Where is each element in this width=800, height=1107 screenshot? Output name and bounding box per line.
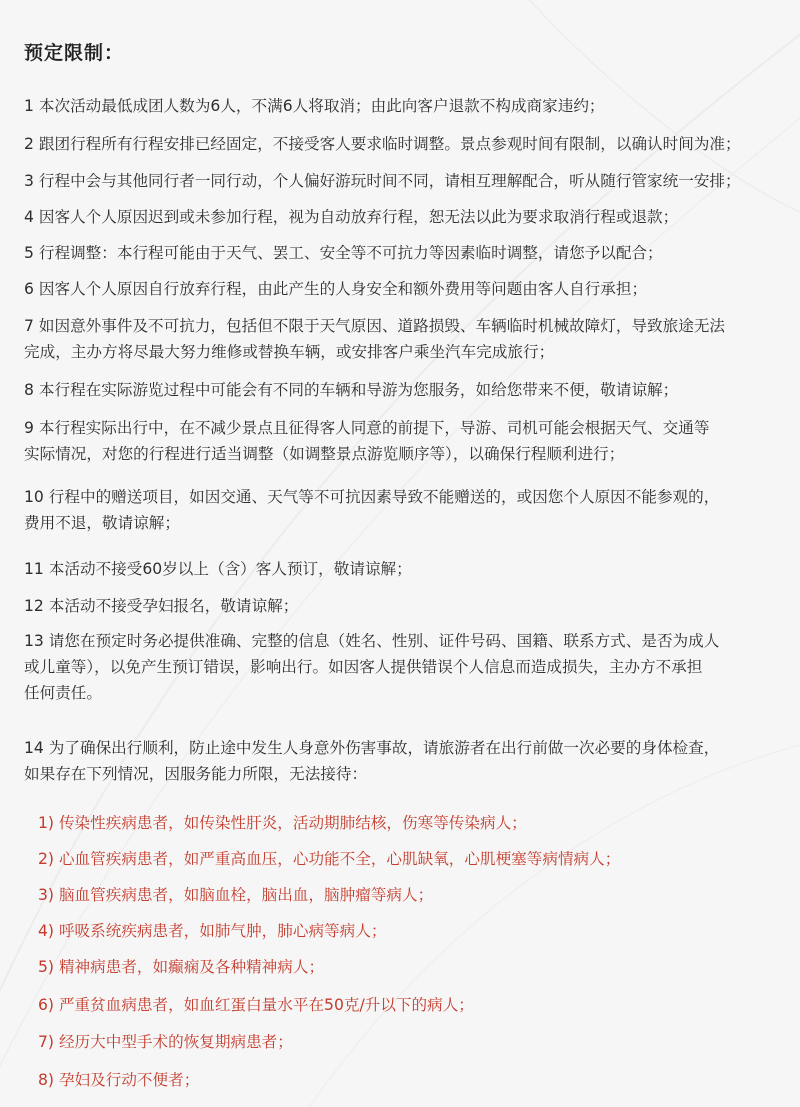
rule-item-4: 4 因客人个人原因迟到或未参加行程，视为自动放弃行程，恕无法以此为要求取消行程或退款； — [24, 208, 679, 226]
rule-item-8: 8 本行程在实际游览过程中可能会有不同的车辆和导游为您服务，如给您带来不便，敬请谅解； — [24, 381, 679, 399]
rule-item-6: 6 因客人个人原因自行放弃行程，由此产生的人身安全和额外费用等问题由客人自行承担； — [24, 280, 648, 298]
condition-item-4: 4) 呼吸系统疾病患者，如肺气肿，肺心病等病人； — [38, 922, 387, 940]
rule-item-9: 9 本行程实际出行中，在不减少景点且征得客人同意的前提下，导游、司机可能会根据天气、交通等 实际情况，对您的行程进行适当调整（如调整景点游览顺序等），以确保行程顺利进行； — [24, 419, 710, 463]
condition-item-2: 2) 心血管疾病患者，如严重高血压，心功能不全，心肌缺氧，心肌梗塞等病情病人； — [38, 850, 621, 868]
condition-item-8: 8) 孕妇及行动不便者； — [38, 1071, 200, 1089]
condition-item-7: 7) 经历大中型手术的恢复期病患者； — [38, 1033, 293, 1051]
condition-item-6: 6) 严重贫血病患者，如血红蛋白量水平在50克/升以下的病人； — [38, 996, 474, 1014]
rule-item-14: 14 为了确保出行顺利，防止途中发生人身意外伤害事故，请旅游者在出行前做一次必要的身体检查， 如果存在下列情况，因服务能力所限，无法接待： — [24, 739, 720, 783]
rule-item-3: 3 行程中会与其他同行者一同行动，个人偏好游玩时间不同，请相互理解配合，听从随行管家统一安排； — [24, 172, 741, 190]
condition-item-1: 1) 传染性疾病患者，如传染性肝炎，活动期肺结核，伤寒等传染病人； — [38, 814, 527, 832]
rule-item-11: 11 本活动不接受60岁以上（含）客人预订，敬请谅解； — [24, 560, 412, 578]
condition-item-3: 3) 脑血管疾病患者，如脑血栓，脑出血，脑肿瘤等病人； — [38, 886, 434, 904]
rule-item-5: 5 行程调整：本行程可能由于天气、罢工、安全等不可抗力等因素临时调整，请您予以配合； — [24, 244, 663, 262]
rule-item-10: 10 行程中的赠送项目，如因交通、天气等不可抗因素导致不能赠送的，或因您个人原因不能参观的， 费用不退，敬请谅解； — [24, 488, 720, 532]
rule-item-7: 7 如因意外事件及不可抗力，包括但不限于天气原因、道路损毁、车辆临时机械故障灯，导致旅途无法 完成，主办方将尽最大努力维修或替换车辆，或安排客户乘坐汽车完成旅行； — [24, 317, 726, 361]
condition-item-5: 5) 精神病患者，如癫痫及各种精神病人； — [38, 958, 325, 976]
rule-item-2: 2 跟团行程所有行程安排已经固定，不接受客人要求临时调整。景点参观时间有限制，以确认时间为准； — [24, 135, 741, 153]
rule-item-12: 12 本活动不接受孕妇报名，敬请谅解； — [24, 597, 299, 615]
rule-item-1: 1 本次活动最低成团人数为6人，不满6人将取消；由此向客户退款不构成商家违约； — [24, 97, 605, 115]
page-title: 预定限制： — [24, 42, 125, 64]
rule-item-13: 13 请您在预定时务必提供准确、完整的信息（姓名、性别、证件号码、国籍、联系方式、是否为成人 或儿童等），以免产生预订错误，影响出行。如因客人提供错误个人信息而造成损失，主办方不承担 任何责任。 — [24, 632, 720, 702]
